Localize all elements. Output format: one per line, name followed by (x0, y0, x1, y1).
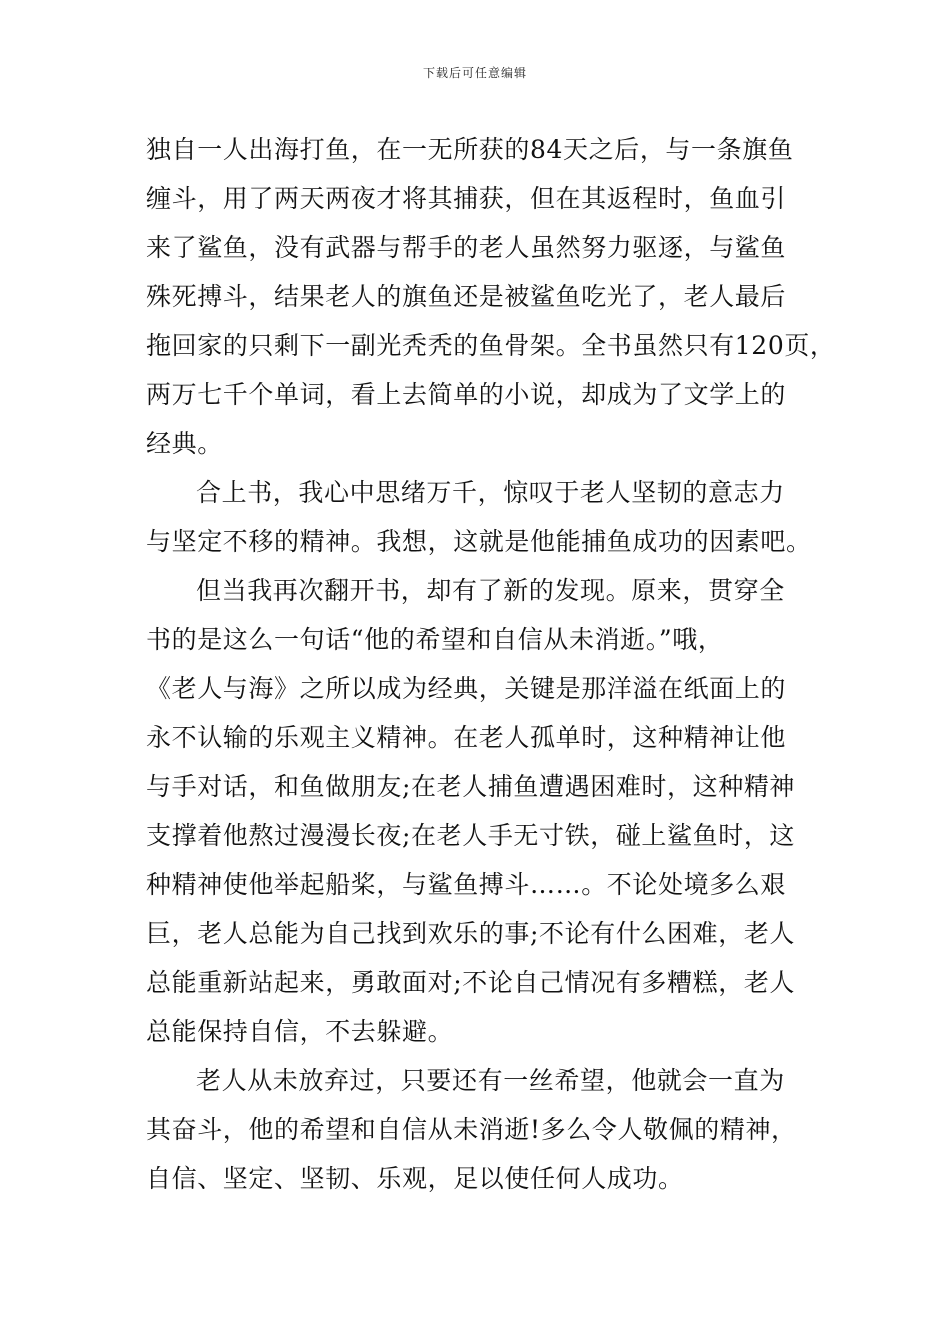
text-line: 合上书，我心中思绪万千，惊叹于老人坚韧的意志力 (196, 478, 785, 507)
text-line: 书的是这么一句话“他的希望和自信从未消逝。”哦， (146, 625, 724, 654)
text-line: 经典。 (146, 429, 223, 458)
text-line: 缠斗，用了两天两夜才将其捕获，但在其返程时，鱼血引 (146, 184, 787, 213)
text-line: 与手对话，和鱼做朋友;在老人捕鱼遭遇困难时，这种精神 (146, 772, 796, 801)
text-line: 种精神使他举起船桨，与鲨鱼搏斗……。不论处境多么艰 (146, 870, 787, 899)
document-body (146, 125, 836, 1203)
paragraph (146, 468, 810, 566)
text-line: 支撑着他熬过漫漫长夜;在老人手无寸铁，碰上鲨鱼时，这 (146, 821, 796, 850)
text-line: 拖回家的只剩下一副光秃秃的鱼骨架。全书虽然只有120页， (146, 331, 836, 360)
text-line: 自信、坚定、坚韧、乐观，足以使任何人成功。 (146, 1164, 684, 1193)
text-line: 来了鲨鱼，没有武器与帮手的老人虽然努力驱逐，与鲨鱼 (146, 233, 787, 262)
text-line: 老人从未放弃过，只要还有一丝希望，他就会一直为 (196, 1066, 785, 1095)
text-line: 但当我再次翻开书，却有了新的发现。原来，贯穿全 (196, 576, 785, 605)
page-header: 下载后可任意编辑 (422, 66, 527, 80)
paragraph (146, 1056, 810, 1203)
text-line: 巨，老人总能为自己找到欢乐的事;不论有什么困难，老人 (146, 919, 796, 948)
paragraph (146, 125, 836, 468)
text-line: 殊死搏斗，结果老人的旗鱼还是被鲨鱼吃光了，老人最后 (146, 282, 787, 311)
text-line: 其奋斗，他的希望和自信从未消逝!多么令人敬佩的精神， (146, 1115, 797, 1144)
text-line: 《老人与海》之所以成为经典，关键是那洋溢在纸面上的 (146, 674, 787, 703)
text-line: 总能保持自信，不去躲避。 (146, 1017, 454, 1046)
text-line: 独自一人出海打鱼，在一无所获的84天之后，与一条旗鱼 (146, 135, 794, 164)
paragraph (146, 566, 810, 1056)
text-line: 总能重新站起来，勇敢面对;不论自己情况有多糟糕，老人 (146, 968, 796, 997)
text-line: 永不认输的乐观主义精神。在老人孤单时，这种精神让他 (146, 723, 787, 752)
text-line: 两万七千个单词，看上去简单的小说，却成为了文学上的 (146, 380, 787, 409)
text-line: 与坚定不移的精神。我想，这就是他能捕鱼成功的因素吧。 (146, 527, 812, 556)
